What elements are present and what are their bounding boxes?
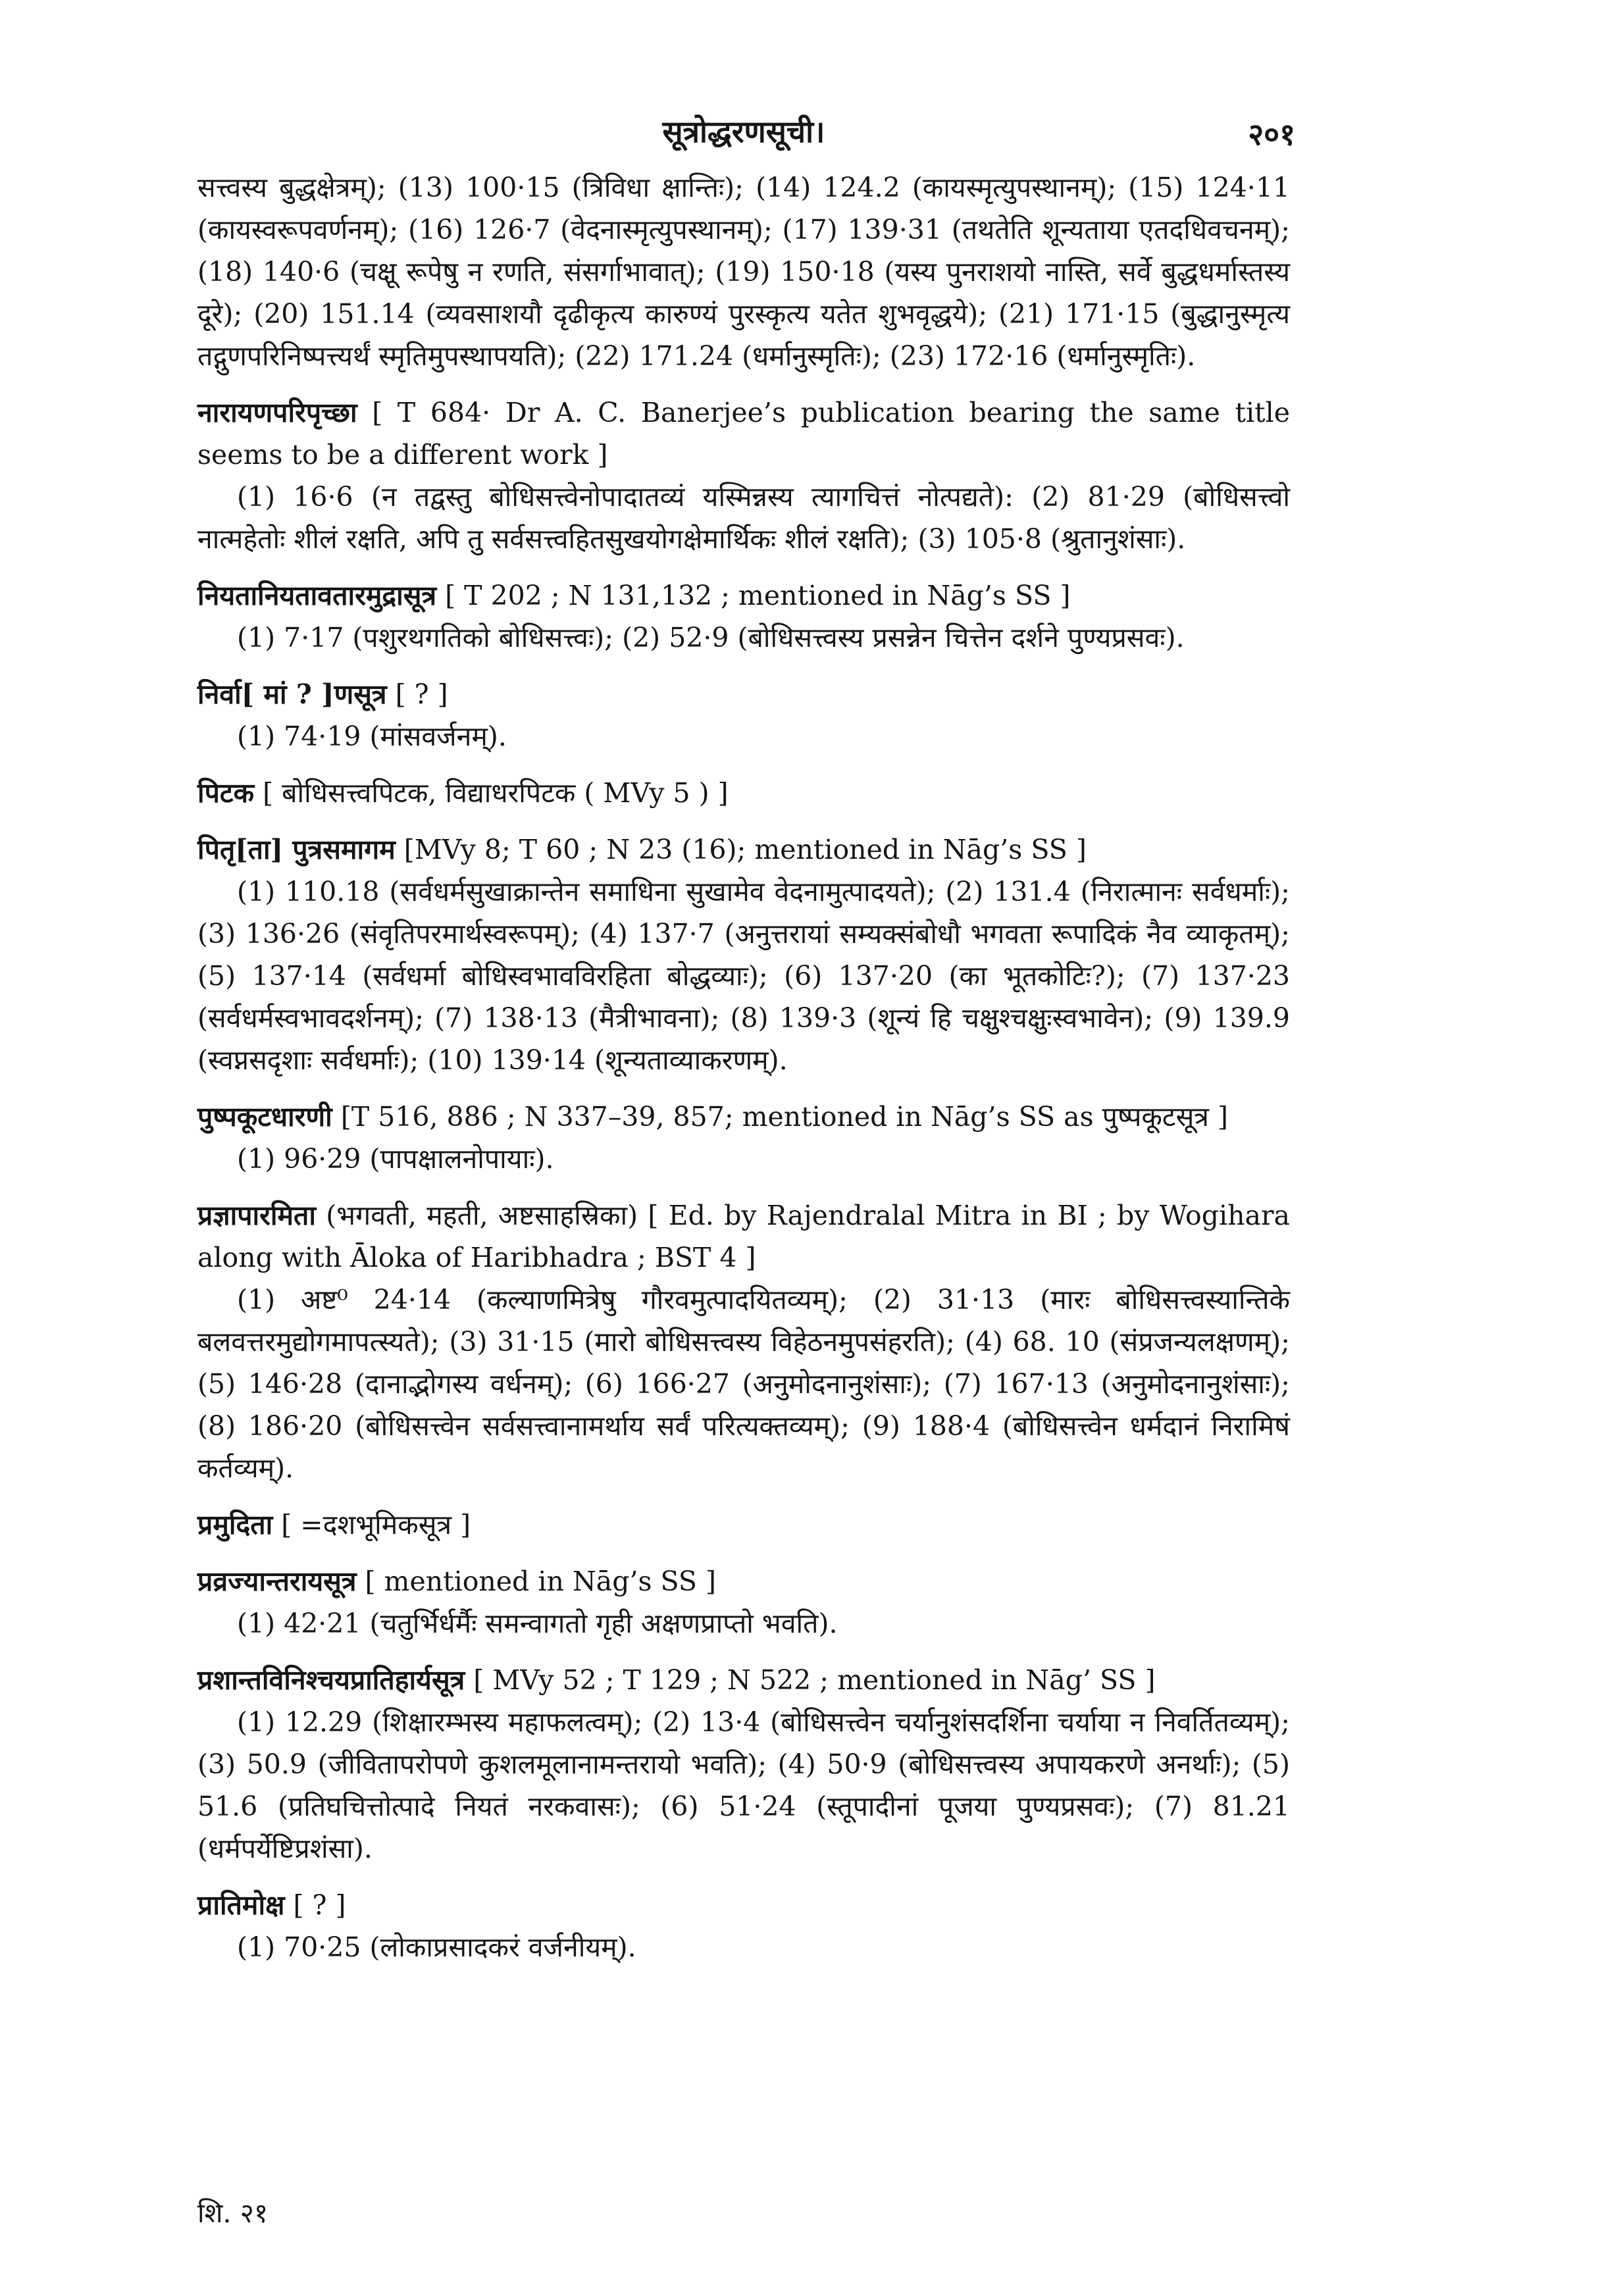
- entry-headword: प्रातिमोक्ष: [197, 1889, 285, 1921]
- entry-headword: पितृ[ता] पुत्रसमागम: [197, 834, 396, 865]
- entry-source-note: [ MVy 52 ; T 129 ; N 522 ; mentioned in Nāg’ SS ]: [465, 1664, 1156, 1696]
- index-entry: [197, 829, 1290, 1081]
- entry-headword: नारायणपरिपृच्छा: [197, 397, 357, 428]
- entry-heading: [197, 1560, 1290, 1602]
- entry-heading: [197, 772, 1290, 814]
- index-body: [197, 166, 1290, 1968]
- entry-heading: [197, 1096, 1290, 1138]
- page-title: सूत्रोद्धरणसूची।: [662, 114, 825, 149]
- entry-list: [197, 392, 1290, 1968]
- index-entry: [197, 1560, 1290, 1645]
- entry-heading: [197, 1504, 1290, 1546]
- index-entry: [197, 772, 1290, 814]
- entry-heading: [197, 1659, 1290, 1701]
- entry-headword: निर्वा[ मां ? ]णसूत्र: [197, 678, 387, 710]
- entry-source-note: [ ? ]: [386, 678, 448, 710]
- running-head: [197, 99, 1295, 155]
- entry-references: (1) 12.29 (शिक्षारम्भस्य महाफलत्वम्); (2) 13·4 (बोधिसत्त्वेन चर्यानुशंसदर्शिना चर्याया न निवर्तितव्यम्); (3) 50.9 (जीवितापरोपणे कुशलमूलानामन्तरायो भवति); (4) 50·9 (बोधिसत्त्वस्य अपायकरणे अनर्थाः); (5) 51.6 (प्रतिघचित्तोत्पादे नियतं नरकवासः); (6) 51·24 (स्तूपादीनां पूजया पुण्यप्रसवः); (7) 81.21 (धर्मपर्येष्टिप्रशंसा).: [197, 1706, 1290, 1864]
- entry-headword: नियतानियतावतारमुद्रासूत्र: [197, 580, 437, 611]
- signature-mark: शि. २१: [197, 2197, 269, 2229]
- entry-headword: प्रमुदिता: [197, 1509, 273, 1541]
- entry-headword: प्रशान्तविनिश्चयप्रातिहार्यसूत्र: [197, 1664, 465, 1696]
- page-number: २०१: [1248, 116, 1295, 152]
- entry-headword: पुष्पकूटधारणी: [197, 1101, 332, 1133]
- entry-source-note: [ बोधिसत्त्वपिटक, विद्याधरपिटक ( MVy 5 ) ]: [254, 777, 729, 809]
- index-entry: [197, 673, 1290, 757]
- page: [197, 99, 1295, 2231]
- entry-heading: [197, 1194, 1290, 1279]
- entry-heading: [197, 829, 1290, 871]
- index-entry: [197, 1659, 1290, 1870]
- entry-references: (1) 42·21 (चतुर्भिर्धर्मैः समन्वागतो गृही अक्षणप्राप्तो भवति).: [237, 1608, 838, 1639]
- entry-references: (1) 110.18 (सर्वधर्मसुखाक्रान्तेन समाधिना सुखामेव वेदनामुत्पादयते); (2) 131.4 (निरात्मानः सर्वधर्माः); (3) 136·26 (संवृतिपरमार्थस्वरूपम्); (4) 137·7 (अनुत्तरायां सम्यक्संबोधौ भगवता रूपादिकं नैव व्याकृतम्); (5) 137·14 (सर्वधर्मा बोधिस्वभावविरहिता बोद्धव्याः); (6) 137·20 (का भूतकोटिः?); (7) 137·23 (सर्वधर्मस्वभावदर्शनम्); (7) 138·13 (मैत्रीभावना); (8) 139·3 (शून्यं हि चक्षुश्चक्षुःस्वभावेन); (9) 139.9 (स्वप्नसदृशाः सर्वधर्माः); (10) 139·14 (शून्यताव्याकरणम्).: [197, 876, 1290, 1076]
- entry-headword: प्रज्ञापारमिता: [197, 1200, 317, 1231]
- entry-headword: प्रव्रज्यान्तरायसूत्र: [197, 1566, 357, 1597]
- entry-references: (1) अष्ट⁰ 24·14 (कल्याणमित्रेषु गौरवमुत्पादयितव्यम्); (2) 31·13 (मारः बोधिसत्त्वस्यान्तिके बलवत्तरमुद्योगमापत्स्यते); (3) 31·15 (मारो बोधिसत्त्वस्य विहेठनमुपसंहरति); (4) 68. 10 (संप्रजन्यलक्षणम्); (5) 146·28 (दानाद्भोगस्य वर्धनम्); (6) 166·27 (अनुमोदनानुशंसाः); (7) 167·13 (अनुमोदनानुशंसाः); (8) 186·20 (बोधिसत्त्वेन सर्वसत्त्वानामर्थाय सर्वं परित्यक्तव्यम्); (9) 188·4 (बोधिसत्त्वेन धर्मदानं निरामिषं कर्तव्यम्).: [197, 1284, 1290, 1484]
- index-entry: [197, 1504, 1290, 1546]
- entry-heading: [197, 574, 1290, 617]
- entry-source-note: [ mentioned in Nāg’s SS ]: [356, 1566, 717, 1597]
- index-entry: [197, 1194, 1290, 1489]
- entry-references: (1) 16·6 (न तद्वस्तु बोधिसत्त्वेनोपादातव्यं यस्मिन्नस्य त्यागचित्तं नोत्पद्यते): (2) 81·29 (बोधिसत्त्वो नात्महेतोः शीलं रक्षति, अपि तु सर्वसत्त्वहितसुखयोगक्षेमार्थिकः शीलं रक्षति); (3) 105·8 (श्रुतानुशंसाः).: [197, 481, 1290, 555]
- index-entry: [197, 574, 1290, 659]
- entry-source-note: [ ? ]: [284, 1889, 346, 1921]
- entry-references: (1) 74·19 (मांसवर्जनम्).: [237, 721, 507, 752]
- index-entry: [197, 1096, 1290, 1180]
- index-entry: [197, 392, 1290, 560]
- entry-heading: [197, 1884, 1290, 1926]
- entry-source-note: [MVy 8; T 60 ; N 23 (16); mentioned in Nāg’s SS ]: [395, 834, 1087, 865]
- entry-source-note: [T 516, 886 ; N 337–39, 857; mentioned in Nāg’s SS as पुष्पकूटसूत्र ]: [332, 1101, 1228, 1133]
- entry-heading: [197, 392, 1290, 476]
- entry-heading: [197, 673, 1290, 715]
- entry-references: (1) 7·17 (पशुरथगतिको बोधिसत्त्वः); (2) 52·9 (बोधिसत्त्वस्य प्रसन्नेन चित्तेन दर्शने पुण्यप्रसवः).: [237, 622, 1185, 653]
- entry-references: (1) 70·25 (लोकाप्रसादकरं वर्जनीयम्).: [237, 1931, 636, 1963]
- entry-source-note: [ T 202 ; N 131,132 ; mentioned in Nāg’s SS ]: [436, 580, 1071, 611]
- entry-references: (1) 96·29 (पापक्षालनोपायाः).: [237, 1143, 554, 1175]
- index-entry: [197, 1884, 1290, 1968]
- entry-source-note: [ =दशभूमिकसूत्र ]: [272, 1509, 471, 1541]
- entry-source-note: [ T 684· Dr A. C. Banerjee’s publication bearing the same title seems to be a different work ]: [197, 397, 1290, 471]
- entry-source-note: (भगवती, महती, अष्टसाहस्रिका) [ Ed. by Rajendralal Mitra in BI ; by Wogihara along with Āloka of Haribhadra ; BST 4 ]: [197, 1200, 1290, 1273]
- entry-headword: पिटक: [197, 777, 255, 809]
- continuation-paragraph: सत्त्वस्य बुद्धक्षेत्रम्); (13) 100·15 (त्रिविधा क्षान्तिः); (14) 124.2 (कायस्मृत्युपस्थानम्); (15) 124·11 (कायस्वरूपवर्णनम्); (16) 126·7 (वेदनास्मृत्युपस्थानम्); (17) 139·31 (तथतेति शून्यताया एतदधिवचनम्); (18) 140·6 (चक्षू रूपेषु न रणति, संसर्गाभावात्); (19) 150·18 (यस्य पुनराशयो नास्ति, सर्वे बुद्धधर्मास्तस्य दूरे); (20) 151.14 (व्यवसाशयौ दृढीकृत्य कारुण्यं पुरस्कृत्य यतेत शुभवृद्धये); (21) 171·15 (बुद्धानुस्मृत्य तद्गुणपरिनिष्पत्त्यर्थं स्मृतिमुपस्थापयति); (22) 171.24 (धर्मानुस्मृतिः); (23) 172·16 (धर्मानुस्मृतिः).: [197, 172, 1290, 372]
